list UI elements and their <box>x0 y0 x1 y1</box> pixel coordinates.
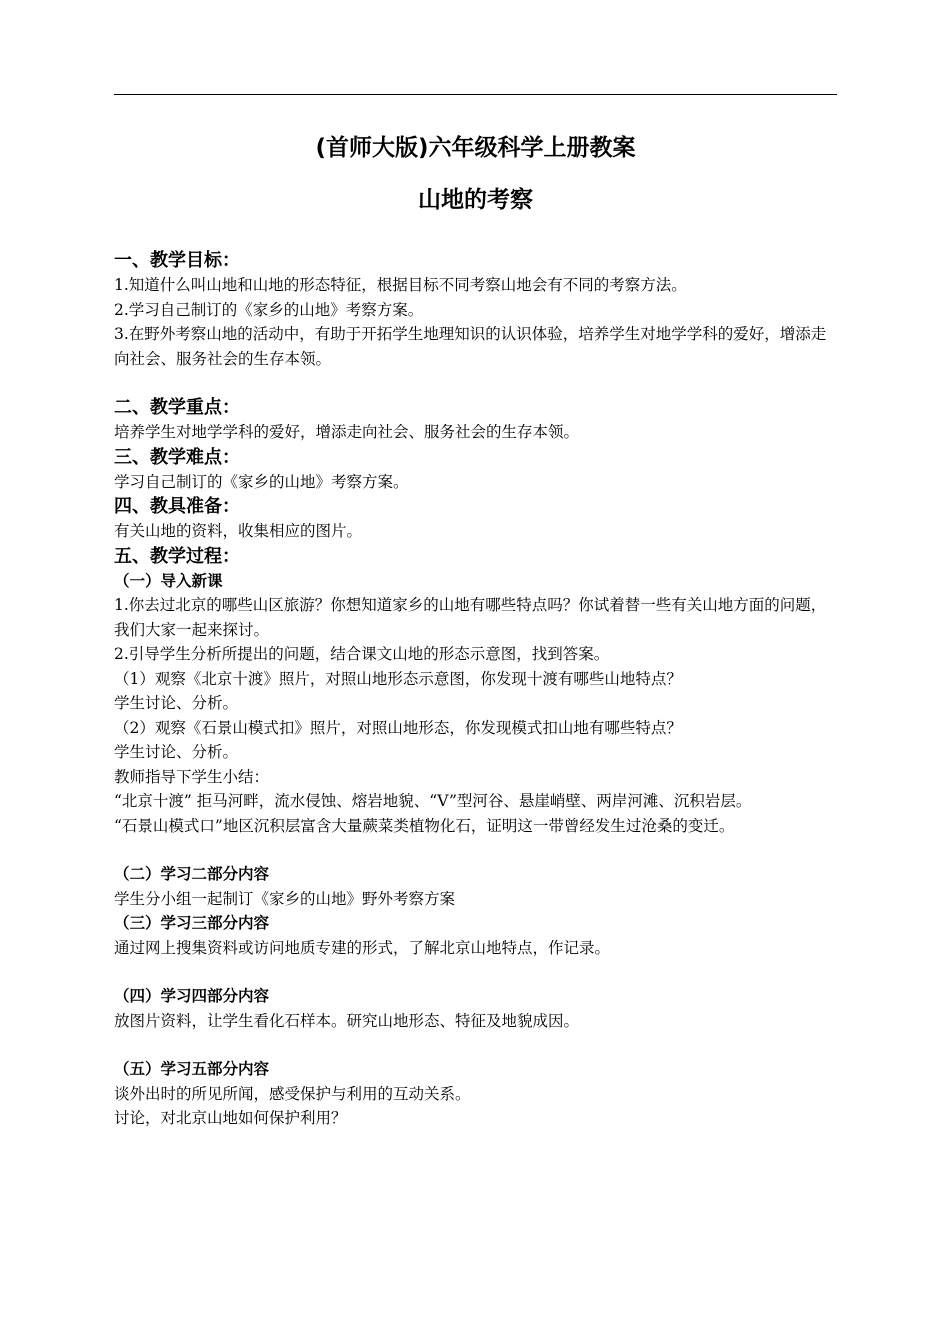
lesson-title: 山地的考察 <box>418 187 533 213</box>
process-line: 1.你去过北京的哪些山区旅游？你想知道家乡的山地有哪些特点吗？你试着替一些有关山地方面的问题，我们大家一起来探讨。 <box>114 596 827 639</box>
process-line: 学生讨论、分析。 <box>114 694 239 712</box>
subsection-heading-intro: （一）导入新课 <box>114 571 223 590</box>
process-line: （2）观察《石景山模式扣》照片，对照山地形态，你发现模式扣山地有哪些特点？ <box>114 718 682 737</box>
objective-item: 3.在野外考察山地的活动中，有助于开拓学生地理知识的认识体验，培养学生对地学学科的爱好，增添走向社会、服务社会的生存本领。 <box>114 325 827 368</box>
objective-item: 1.知道什么叫山地和山地的形态特征，根据目标不同考察山地会有不同的考察方法。 <box>114 276 687 294</box>
section-heading-key-points: 二、教学重点： <box>114 397 240 418</box>
process-line: “石景山模式口”地区沉积层富含大量蕨菜类植物化石，证明这一带曾经发生过沧桑的变迁。 <box>114 816 735 835</box>
difficulties-text: 学习自己制订的《家乡的山地》考察方案。 <box>114 472 409 491</box>
materials-text: 有关山地的资料，收集相应的图片。 <box>114 522 363 540</box>
subsection-heading-part2: （二）学习二部分内容 <box>114 865 270 883</box>
subsection-heading-part3: （三）学习三部分内容 <box>114 914 270 932</box>
process-line: “北京十渡” 拒马河畔，流水侵蚀、熔岩地貌、“V”型河谷、悬崖峭壁、两岸河滩、沉积岩层。 <box>114 792 752 810</box>
part5-line: 讨论，对北京山地如何保护利用？ <box>114 1109 347 1127</box>
subsection-heading-part5: （五）学习五部分内容 <box>114 1060 270 1078</box>
subsection-heading-part4: （四）学习四部分内容 <box>114 987 270 1005</box>
section-heading-difficulties: 三、教学难点： <box>114 446 240 468</box>
process-line: 2.引导学生分析所提出的问题，结合课文山地的形态示意图，找到答案。 <box>114 645 610 663</box>
key-points-text: 培养学生对地学学科的爱好，增添走向社会、服务社会的生存本领。 <box>114 423 580 441</box>
part2-text: 学生分小组一起制订《家乡的山地》野外考察方案 <box>114 889 456 908</box>
section-heading-materials: 四、教具准备： <box>114 496 240 517</box>
process-line: （1）观察《北京十渡》照片，对照山地形态示意图，你发现十渡有哪些山地特点？ <box>114 669 682 688</box>
process-line: 学生讨论、分析。 <box>114 743 239 761</box>
process-line: 教师指导下学生小结： <box>114 767 270 786</box>
part5-line: 谈外出时的所见所闻，感受保护与利用的互动关系。 <box>114 1084 471 1103</box>
objective-item: 2.学习自己制订的《家乡的山地》考察方案。 <box>114 300 424 319</box>
section-heading-process: 五、教学过程： <box>114 545 240 567</box>
document-title: (首师大版)六年级科学上册教案 <box>315 135 636 161</box>
part4-text: 放图片资料，让学生看化石样本。研究山地形态、特征及地貌成因。 <box>114 1011 580 1030</box>
document-body <box>114 130 837 1131</box>
header-rule <box>114 94 837 95</box>
part3-text: 通过网上搜集资料或访问地质专建的形式，了解北京山地特点，作记录。 <box>114 938 611 957</box>
section-heading-objectives: 一、教学目标： <box>114 250 240 271</box>
